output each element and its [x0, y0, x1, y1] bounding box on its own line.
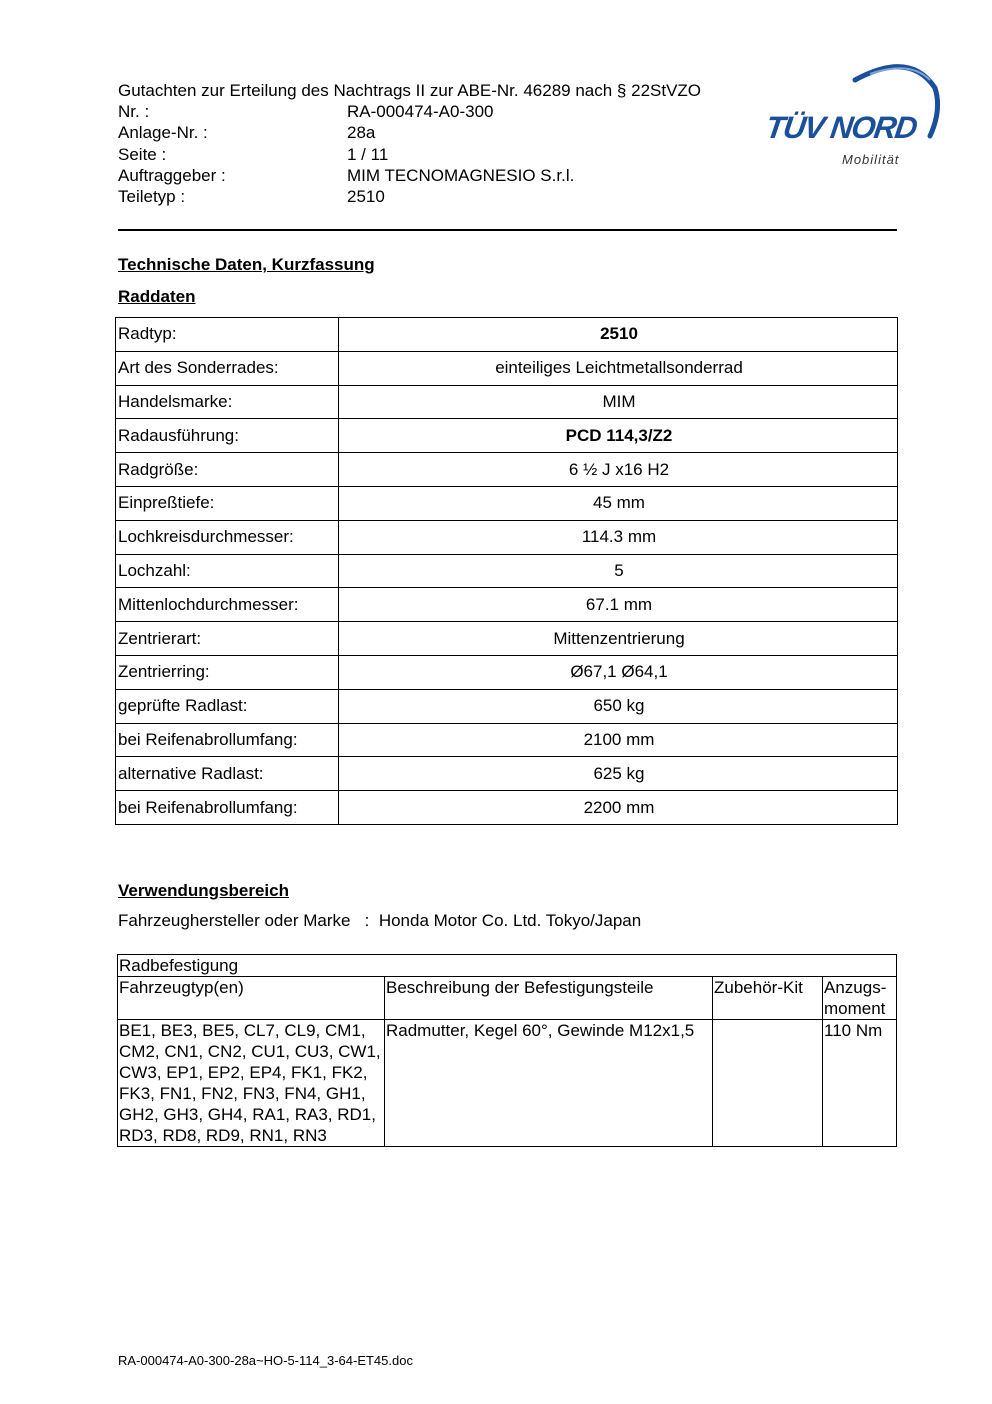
torque-value: 110 Nm [823, 1020, 897, 1147]
table-row: Radgröße: 6 ½ J x16 H2 [116, 453, 898, 487]
footer-filename: RA-000474-A0-300-28a~HO-5-114_3-64-ET45.doc [118, 1353, 413, 1368]
fixing-header-row [118, 977, 897, 1020]
meta-row-nr: Nr. : RA-000474-A0-300 [118, 102, 494, 122]
table-row [118, 1020, 897, 1147]
logo-brand: TÜV NORD [763, 110, 919, 145]
manufacturer-label: Fahrzeughersteller oder Marke [118, 911, 351, 930]
fixing-caption-row [118, 955, 897, 977]
table-row: Radausführung: PCD 114,3/Z2 [116, 419, 898, 453]
meta-row-seite: Seite : 1 / 11 [118, 144, 389, 164]
fixing-description: Radmutter, Kegel 60°, Gewinde M12x1,5 [385, 1020, 713, 1147]
vehicle-types: BE1, BE3, BE5, CL7, CL9, CM1, CM2, CN1, CN2, CU1, CU3, CW1, CW3, EP1, EP2, EP4, FK1, FK2, FK3, FN1, FN2, FN3, FN4, GH1, GH2, GH3, GH4, RA1, RA3, RD1, RD3, RD8, RD9, RN1, RN3 [118, 1020, 385, 1147]
table-row: Zentrierring: Ø67,1 Ø64,1 [116, 655, 898, 689]
meta-row-anlage: Anlage-Nr. : 28a [118, 123, 376, 143]
meta-row-teiletyp: Teiletyp : 2510 [118, 187, 385, 207]
col-header-types: Fahrzeugtyp(en) [118, 977, 385, 1020]
table-row: geprüfte Radlast: 650 kg [116, 689, 898, 723]
tuev-nord-logo [760, 58, 945, 173]
fixing-table [117, 954, 897, 1147]
header-divider [118, 229, 897, 231]
manufacturer-value: Honda Motor Co. Ltd. Tokyo/Japan [378, 911, 642, 930]
table-row: Mittenlochdurchmesser: 67.1 mm [116, 588, 898, 622]
logo-subtitle: Mobilität [842, 152, 900, 167]
table-row: bei Reifenabrollumfang: 2200 mm [116, 791, 898, 825]
col-header-description: Beschreibung der Befestigungsteile [385, 977, 713, 1020]
usage-title: Verwendungsbereich [118, 881, 289, 900]
wheel-data-title: Raddaten [118, 287, 196, 306]
table-row: Radtyp: 2510 [116, 318, 898, 352]
meta-row-auftraggeber: Auftraggeber : MIM TECNOMAGNESIO S.r.l. [118, 165, 575, 185]
table-row: alternative Radlast: 625 kg [116, 757, 898, 791]
table-row: Art des Sonderrades: einteiliges Leichtmetallsonderrad [116, 351, 898, 385]
table-row: Zentrierart: Mittenzentrierung [116, 622, 898, 656]
table-row: Lochzahl: 5 [116, 554, 898, 588]
fixing-caption: Radbefestigung [118, 955, 897, 977]
document-header [118, 80, 768, 207]
col-header-torque: Anzugs-moment [823, 977, 897, 1020]
table-row: Einpreßtiefe: 45 mm [116, 486, 898, 520]
table-row: Handelsmarke: MIM [116, 385, 898, 419]
wheel-data-table [115, 317, 898, 825]
table-row: Lochkreisdurchmesser: 114.3 mm [116, 520, 898, 554]
manufacturer-line [118, 911, 641, 931]
manufacturer-separator: : [364, 911, 370, 930]
table-row: bei Reifenabrollumfang: 2100 mm [116, 723, 898, 757]
section-title: Technische Daten, Kurzfassung [118, 255, 375, 274]
col-header-kit: Zubehör-Kit [713, 977, 823, 1020]
document-title: Gutachten zur Erteilung des Nachtrags II zur ABE-Nr. 46289 nach § 22StVZO [118, 81, 702, 100]
accessory-kit [713, 1020, 823, 1147]
